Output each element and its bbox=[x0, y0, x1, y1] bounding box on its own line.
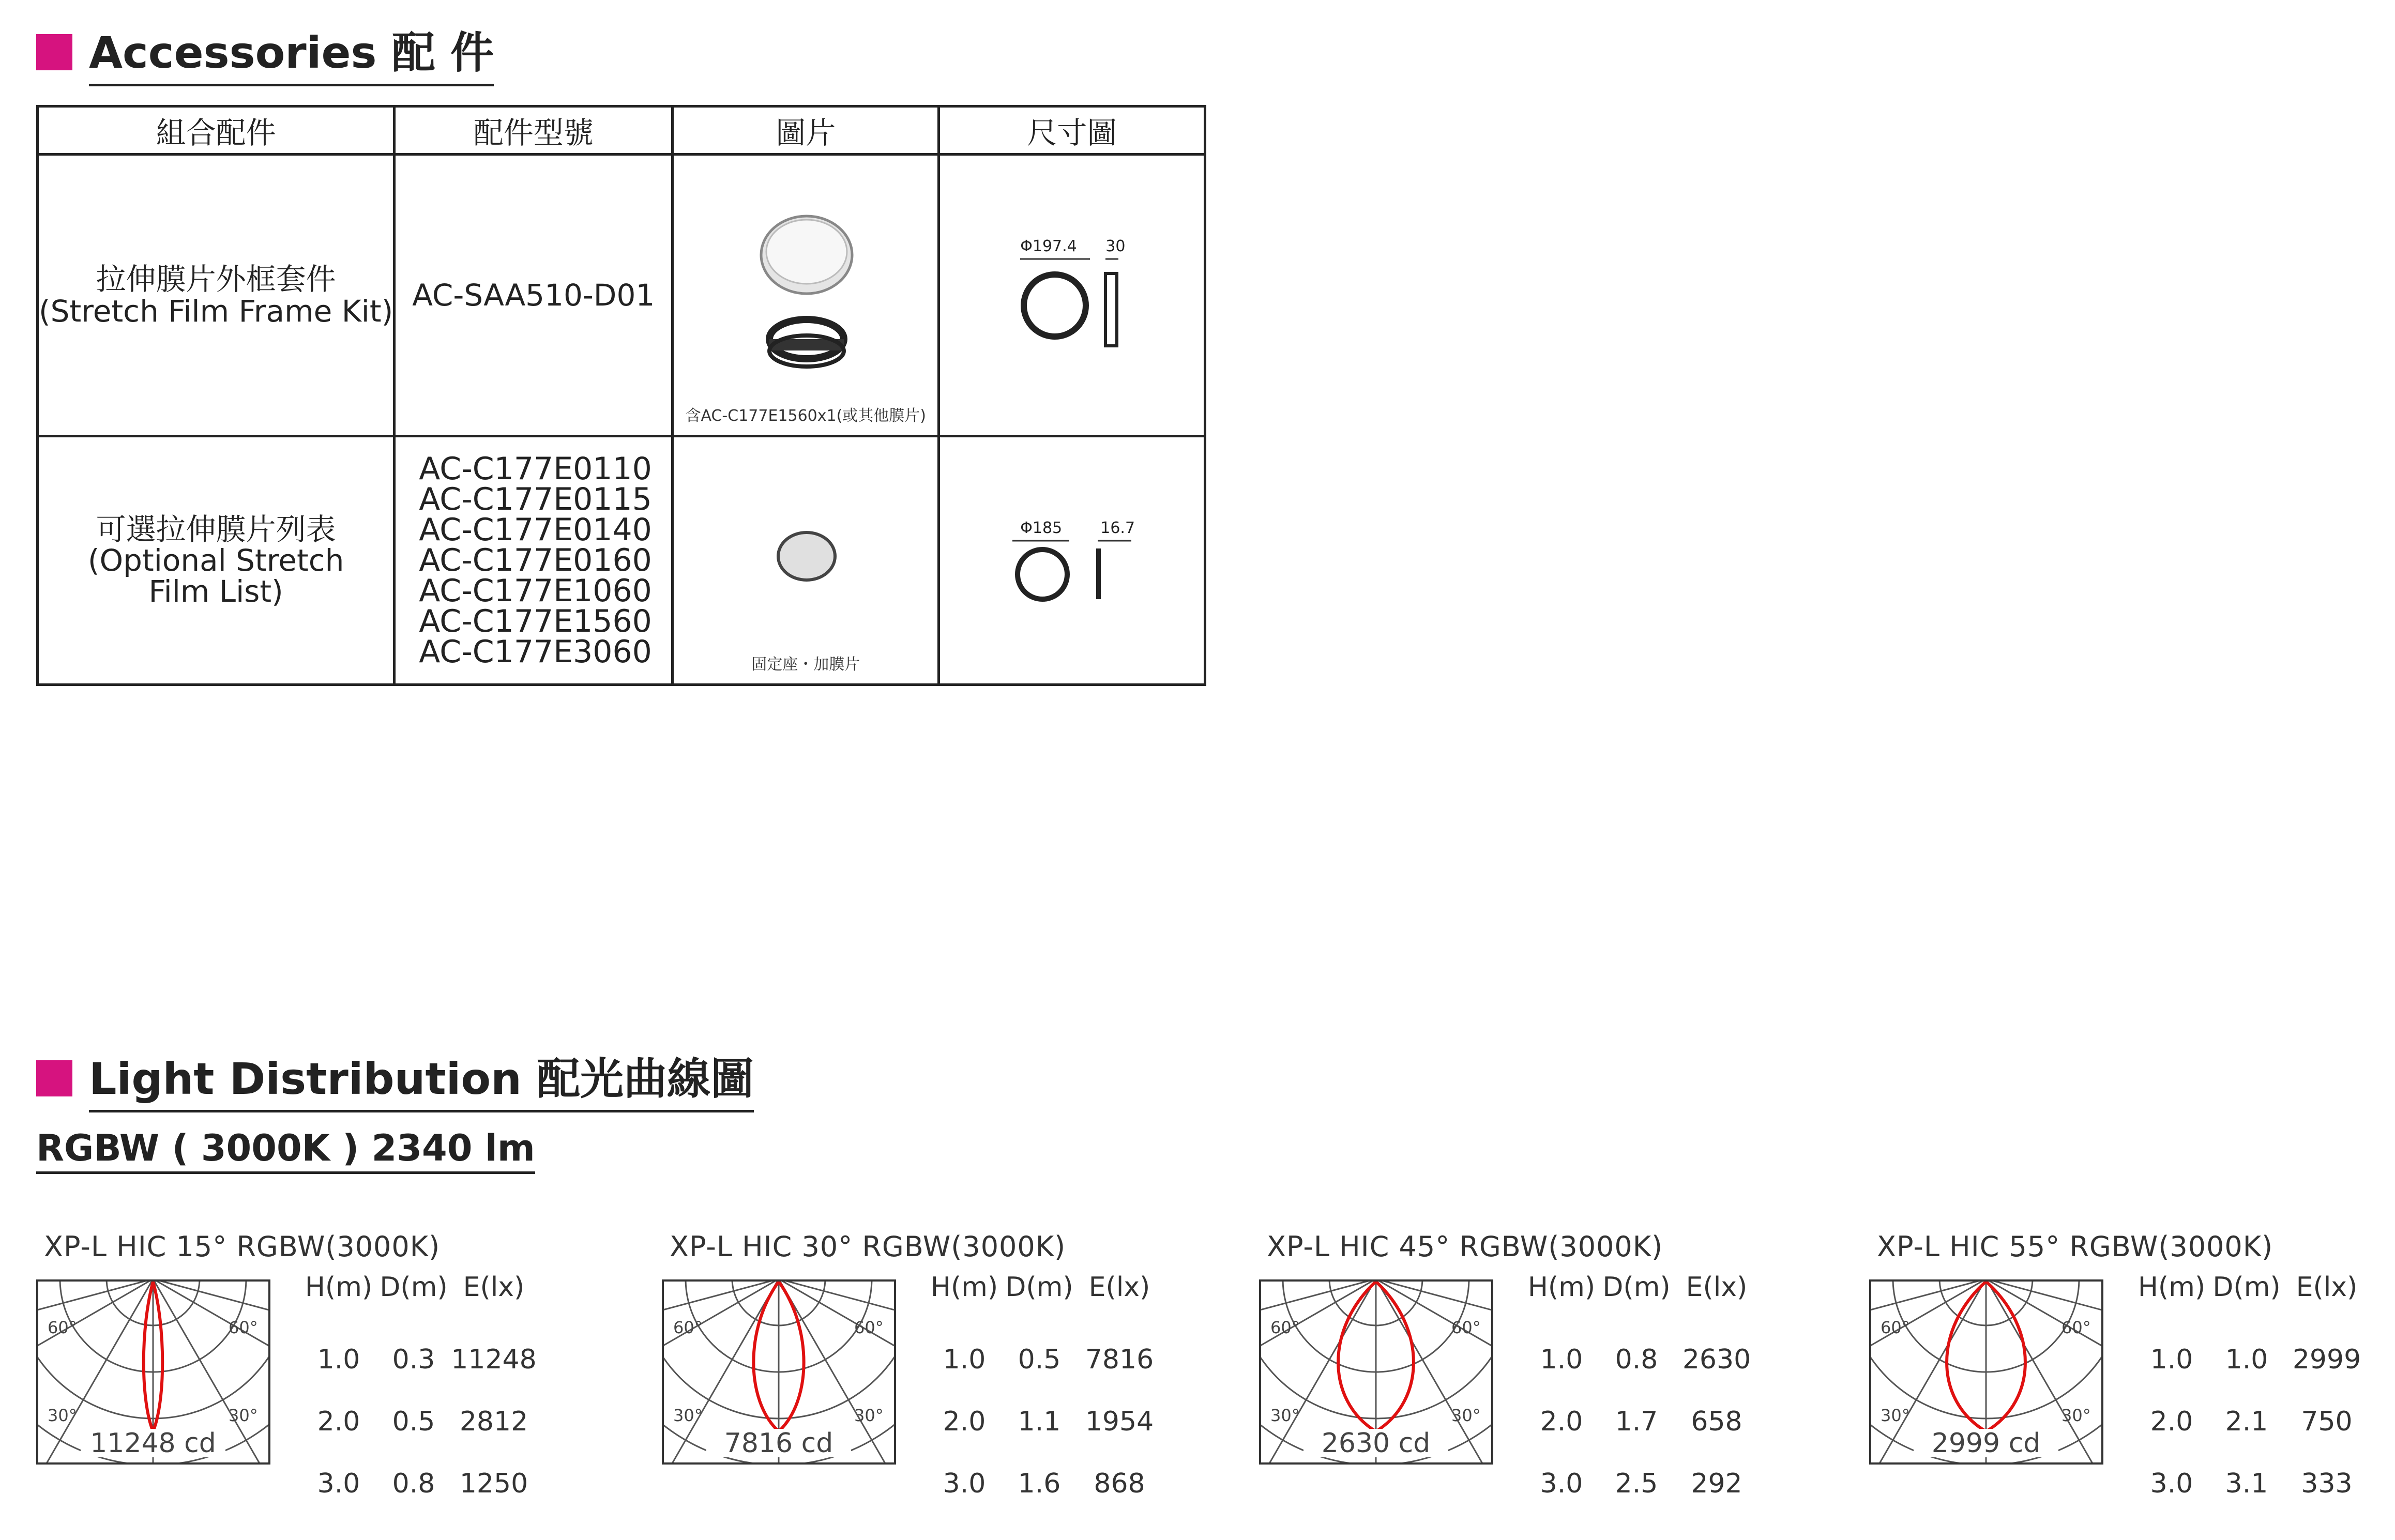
table-cell: 7816 bbox=[1085, 1344, 1154, 1375]
table-row bbox=[2133, 1344, 2371, 1375]
table-row bbox=[926, 1344, 1163, 1375]
angle-label: 30° bbox=[1451, 1406, 1481, 1425]
combo-name-en: (Optional Stretch bbox=[87, 543, 344, 578]
model-number: AC-C177E0140 bbox=[419, 511, 652, 548]
column-header: H(m) bbox=[2138, 1272, 2206, 1303]
table-cell: 2999 bbox=[2292, 1344, 2361, 1375]
table-cell: 0.5 bbox=[1018, 1344, 1061, 1375]
table-cell: 2.0 bbox=[2150, 1406, 2193, 1437]
table-row bbox=[2133, 1468, 2371, 1499]
light-distribution-subtitle: RGBW ( 3000K ) 2340 lm bbox=[36, 1127, 535, 1174]
model-number: AC-C177E0110 bbox=[419, 450, 652, 487]
table-cell: 1.0 bbox=[943, 1344, 986, 1375]
column-header: D(m) bbox=[380, 1272, 448, 1303]
table-cell: 1.7 bbox=[1615, 1406, 1658, 1437]
table-row bbox=[2133, 1406, 2371, 1437]
column-header: D(m) bbox=[1005, 1272, 1073, 1303]
peak-intensity-label: 11248 cd bbox=[90, 1428, 216, 1459]
table-cell: 2.1 bbox=[2225, 1406, 2268, 1437]
table-row bbox=[300, 1468, 538, 1499]
header-combo: 組合配件 bbox=[38, 106, 395, 155]
table-row bbox=[1523, 1468, 1761, 1499]
angle-label: 30° bbox=[48, 1406, 77, 1425]
table-cell: 3.0 bbox=[1540, 1468, 1583, 1499]
header-model: 配件型號 bbox=[395, 106, 673, 155]
table-cell: 750 bbox=[2301, 1406, 2353, 1437]
polar-plot bbox=[662, 1279, 896, 1465]
image-caption: 固定座・加膜片 bbox=[751, 655, 860, 674]
column-header: E(lx) bbox=[2296, 1272, 2358, 1303]
model-number: AC-C177E1060 bbox=[419, 572, 652, 609]
light-distribution-diagram bbox=[1869, 1230, 2386, 1520]
table-row bbox=[38, 155, 1205, 436]
table-row bbox=[1523, 1406, 1761, 1437]
table-cell: 3.1 bbox=[2225, 1468, 2268, 1499]
table-cell: 1.0 bbox=[2225, 1344, 2268, 1375]
table-row bbox=[926, 1468, 1163, 1499]
angle-label: 60° bbox=[1270, 1318, 1300, 1337]
illuminance-table bbox=[300, 1272, 538, 1515]
film-dimension-drawing bbox=[940, 437, 1206, 683]
combo-name-en: (Stretch Film Frame Kit) bbox=[39, 294, 393, 329]
angle-label: 60° bbox=[2061, 1318, 2091, 1337]
angle-label: 60° bbox=[48, 1318, 77, 1337]
column-header: E(lx) bbox=[463, 1272, 525, 1303]
table-cell: 1954 bbox=[1085, 1406, 1154, 1437]
angle-label: 60° bbox=[673, 1318, 703, 1337]
combo-name-en: Film List) bbox=[148, 574, 283, 609]
table-cell: 333 bbox=[2301, 1468, 2353, 1499]
column-header: H(m) bbox=[930, 1272, 998, 1303]
table-row bbox=[38, 436, 1205, 685]
illuminance-table-header bbox=[926, 1272, 1163, 1303]
table-cell: 1.0 bbox=[1540, 1344, 1583, 1375]
dimension-cell bbox=[939, 155, 1205, 436]
angle-label: 30° bbox=[1881, 1406, 1910, 1425]
table-cell: 292 bbox=[1691, 1468, 1742, 1499]
angle-label: 30° bbox=[673, 1406, 703, 1425]
table-cell: 2.0 bbox=[317, 1406, 360, 1437]
illuminance-table bbox=[2133, 1272, 2371, 1515]
table-cell: 1.1 bbox=[1018, 1406, 1061, 1437]
dimension-diameter: Φ197.4 bbox=[1020, 237, 1077, 255]
angle-label: 30° bbox=[229, 1406, 258, 1425]
light-distribution-header bbox=[36, 1044, 754, 1112]
combo-cell bbox=[38, 155, 395, 436]
angle-label: 60° bbox=[1451, 1318, 1481, 1337]
film-image bbox=[674, 479, 940, 634]
model-number: AC-C177E1560 bbox=[419, 603, 652, 639]
combo-cell bbox=[38, 436, 395, 685]
peak-intensity-label: 7816 cd bbox=[724, 1428, 833, 1459]
frame-kit-dimension-drawing bbox=[940, 156, 1206, 435]
accessories-title: Accessories 配 件 bbox=[89, 18, 494, 86]
table-row bbox=[926, 1406, 1163, 1437]
polar-plot bbox=[1869, 1279, 2103, 1465]
angle-label: 30° bbox=[2061, 1406, 2091, 1425]
combo-name-zh: 拉伸膜片外框套件 bbox=[96, 262, 336, 297]
illuminance-table-header bbox=[1523, 1272, 1761, 1303]
polar-plot bbox=[36, 1279, 270, 1465]
model-number: AC-SAA510-D01 bbox=[412, 278, 655, 313]
section-marker bbox=[36, 1060, 72, 1096]
table-cell: 0.8 bbox=[1615, 1344, 1658, 1375]
model-number: AC-C177E3060 bbox=[419, 633, 652, 670]
light-distribution-title: Light Distribution 配光曲線圖 bbox=[89, 1044, 754, 1112]
angle-label: 30° bbox=[854, 1406, 884, 1425]
dimension-height: 30 bbox=[1105, 237, 1126, 255]
illuminance-table-header bbox=[2133, 1272, 2371, 1303]
image-caption: 含AC-C177E1560x1(或其他膜片) bbox=[685, 407, 927, 425]
table-cell: 658 bbox=[1691, 1406, 1742, 1437]
angle-label: 60° bbox=[229, 1318, 258, 1337]
dimension-diameter: Φ185 bbox=[1020, 519, 1063, 537]
light-distribution-diagram bbox=[1259, 1230, 1776, 1520]
accessories-table bbox=[36, 105, 1206, 686]
light-distribution-diagram bbox=[36, 1230, 553, 1520]
illuminance-table-header bbox=[300, 1272, 538, 1303]
image-cell bbox=[673, 436, 939, 685]
dimension-cell bbox=[939, 436, 1205, 685]
diagram-title: XP-L HIC 30° RGBW(3000K) bbox=[670, 1230, 1066, 1263]
table-cell: 1.6 bbox=[1018, 1468, 1061, 1499]
angle-label: 30° bbox=[1270, 1406, 1300, 1425]
model-cell bbox=[395, 436, 673, 685]
table-cell: 1250 bbox=[459, 1468, 528, 1499]
illuminance-table bbox=[1523, 1272, 1761, 1515]
table-cell: 2812 bbox=[459, 1406, 528, 1437]
table-cell: 2.0 bbox=[1540, 1406, 1583, 1437]
table-cell: 3.0 bbox=[317, 1468, 360, 1499]
table-cell: 3.0 bbox=[2150, 1468, 2193, 1499]
peak-intensity-label: 2630 cd bbox=[1321, 1428, 1431, 1459]
table-row bbox=[1523, 1344, 1761, 1375]
frame-kit-image bbox=[674, 207, 940, 435]
diagram-title: XP-L HIC 55° RGBW(3000K) bbox=[1877, 1230, 2273, 1263]
header-dimension: 尺寸圖 bbox=[939, 106, 1205, 155]
column-header: D(m) bbox=[1602, 1272, 1671, 1303]
image-cell bbox=[673, 155, 939, 436]
column-header: H(m) bbox=[1527, 1272, 1596, 1303]
angle-label: 60° bbox=[854, 1318, 884, 1337]
diagram-title: XP-L HIC 45° RGBW(3000K) bbox=[1267, 1230, 1663, 1263]
column-header: E(lx) bbox=[1686, 1272, 1748, 1303]
table-cell: 0.5 bbox=[392, 1406, 435, 1437]
polar-plot bbox=[1259, 1279, 1493, 1465]
table-cell: 3.0 bbox=[943, 1468, 986, 1499]
column-header: H(m) bbox=[305, 1272, 373, 1303]
table-cell: 1.0 bbox=[317, 1344, 360, 1375]
light-distribution-diagram bbox=[662, 1230, 1179, 1520]
table-cell: 868 bbox=[1094, 1468, 1145, 1499]
table-header-row bbox=[38, 106, 1205, 155]
accessories-header bbox=[36, 18, 494, 86]
table-cell: 0.8 bbox=[392, 1468, 435, 1499]
table-row bbox=[300, 1344, 538, 1375]
table-cell: 2.5 bbox=[1615, 1468, 1658, 1499]
table-cell: 11248 bbox=[451, 1344, 537, 1375]
section-marker bbox=[36, 34, 72, 70]
illuminance-table bbox=[926, 1272, 1163, 1515]
table-cell: 2630 bbox=[1682, 1344, 1751, 1375]
combo-name-zh: 可選拉伸膜片列表 bbox=[96, 512, 336, 547]
angle-label: 60° bbox=[1881, 1318, 1910, 1337]
table-cell: 0.3 bbox=[392, 1344, 435, 1375]
table-cell: 2.0 bbox=[943, 1406, 986, 1437]
table-row bbox=[300, 1406, 538, 1437]
column-header: E(lx) bbox=[1088, 1272, 1150, 1303]
dimension-height: 16.7 bbox=[1100, 519, 1135, 537]
model-cell bbox=[395, 155, 673, 436]
peak-intensity-label: 2999 cd bbox=[1931, 1428, 2041, 1459]
model-number: AC-C177E0160 bbox=[419, 542, 652, 578]
model-number: AC-C177E0115 bbox=[419, 481, 652, 517]
header-image: 圖片 bbox=[673, 106, 939, 155]
table-cell: 1.0 bbox=[2150, 1344, 2193, 1375]
column-header: D(m) bbox=[2212, 1272, 2281, 1303]
diagram-title: XP-L HIC 15° RGBW(3000K) bbox=[44, 1230, 441, 1263]
